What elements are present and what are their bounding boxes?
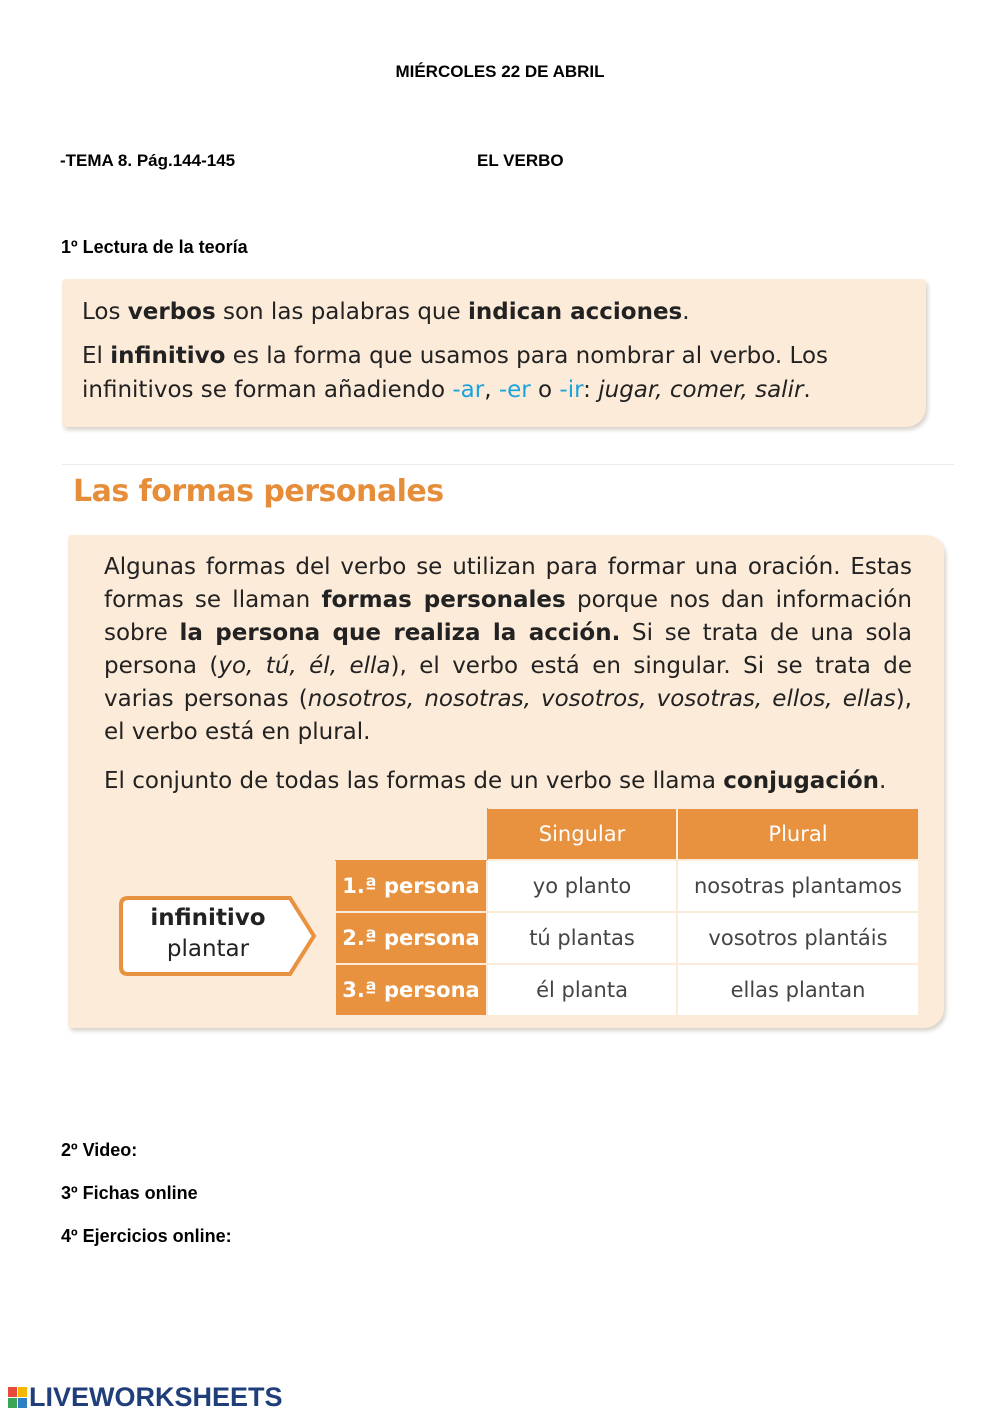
step-2: 2º Video: [61, 1140, 138, 1160]
theory-box [62, 279, 926, 427]
table-row [335, 860, 919, 912]
conjugation-sentence: El conjunto de todas las formas de un verbo se llama conjugación. [104, 768, 887, 794]
infinitive-label: infinitivo [150, 905, 266, 931]
logo-text: LIVEWORKSHEETS [29, 1382, 283, 1412]
table-row [335, 964, 919, 1016]
theory-line-2: El infinitivo es la forma que usamos para nombrar al verbo. Los [82, 343, 829, 369]
conjugation-table [334, 807, 920, 1017]
theory-line-3: infinitivos se forman añadiendo -ar, -er o -ir: jugar, comer, salir. [82, 377, 811, 403]
step-1: 1º Lectura de la teoría [61, 237, 248, 257]
liveworksheets-logo[interactable] [8, 1382, 283, 1413]
step-3: 3º Fichas online [61, 1183, 198, 1203]
page-date: MIÉRCOLES 22 DE ABRIL [395, 62, 605, 81]
infinitive-arrow-box [118, 895, 298, 973]
plural-form: vosotros plantáis [677, 912, 919, 964]
page-title: EL VERBO [477, 151, 564, 170]
logo-icon [8, 1387, 28, 1409]
singular-form: yo planto [487, 860, 677, 912]
personal-forms-box [68, 535, 944, 1028]
table-row [335, 912, 919, 964]
header-plural: Plural [677, 808, 919, 860]
infinitive-verb: plantar [166, 936, 250, 962]
plural-form: nosotras plantamos [677, 860, 919, 912]
row-person: 2.ª persona [335, 912, 487, 964]
singular-form: tú plantas [487, 912, 677, 964]
plural-form: ellas plantan [677, 964, 919, 1016]
row-person: 3.ª persona [335, 964, 487, 1016]
theory-line-1: Los verbos son las palabras que indican acciones. [82, 299, 690, 325]
step-4: 4º Ejercicios online: [61, 1226, 232, 1246]
topic-reference: -TEMA 8. Pág.144-145 [60, 151, 236, 170]
header-singular: Singular [487, 808, 677, 860]
row-person: 1.ª persona [335, 860, 487, 912]
singular-form: él planta [487, 964, 677, 1016]
section-title: Las formas personales [73, 474, 444, 509]
table-corner [335, 808, 487, 860]
personal-forms-paragraph: Algunas formas del verbo se utilizan para formar una oración. Estas formas se llaman formas personales porque nos dan información sobre la persona que realiza la acción. Si se trata de una sola persona (yo, tú, él, ella), el verbo está en singular. Si se trata de varias personas (nosotros, nosotras, vosotros, vosotras, ellos, ellas), el verbo está en plural. [104, 554, 913, 745]
divider [62, 464, 954, 465]
